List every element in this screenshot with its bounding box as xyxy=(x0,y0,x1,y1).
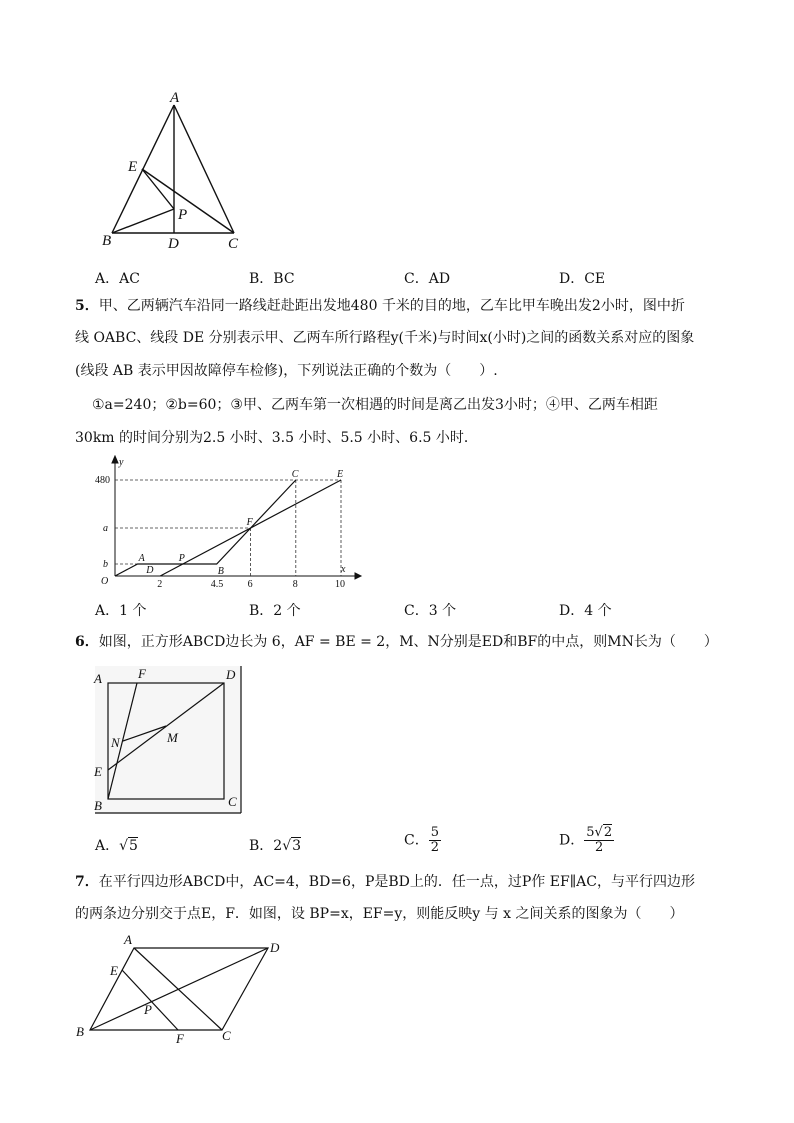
q5-line1: 5．甲、乙两辆汽车沿同一路线赶赴距出发地480 千米的目的地，乙车比甲车晚出发2小时，图中折 xyxy=(75,298,685,314)
q7-label-C: C xyxy=(222,1028,231,1043)
q6-number: 6． xyxy=(75,634,99,650)
q7-number: 7． xyxy=(75,874,99,890)
q6-option-d-fraction: $\frac{5√2}{2}$ xyxy=(586,825,613,855)
q6-label-D: D xyxy=(226,667,236,682)
x-tick-4.5: 4.5 xyxy=(210,579,224,590)
q7-label-A: A xyxy=(124,932,132,947)
x-tick-6: 6 xyxy=(247,579,253,590)
q7-label-B: B xyxy=(76,1024,84,1039)
q6-option-b-radicand: 3 xyxy=(292,838,302,854)
point-label-E: E xyxy=(337,469,344,480)
q6-label-M: M xyxy=(167,730,178,745)
q5-line5: 30km 的时间分别为2.5 小时、3.5 小时、5.5 小时、6.5 小时． xyxy=(75,430,478,446)
label-D: D xyxy=(168,236,179,252)
q5-option-b[interactable]: B．2 个 xyxy=(249,603,301,619)
label-C: C xyxy=(228,236,239,252)
x-tick-2: 2 xyxy=(157,579,163,590)
point-label-C: C xyxy=(291,469,299,480)
q5-option-d[interactable]: D．4 个 xyxy=(559,603,612,619)
point-label-A: A xyxy=(138,553,145,564)
q7-line2: 的两条边分别交于点E，F．如图，设 BP=x，EF=y，则能反映y 与 x 之间关系的图象为（ ） xyxy=(75,906,684,922)
q4-option-a[interactable]: A．AC xyxy=(95,271,140,287)
point-label-B: B xyxy=(217,566,224,577)
q6-label-A: A xyxy=(94,671,102,686)
q4-option-b[interactable]: B．BC xyxy=(249,271,295,287)
x-tick-10: 10 xyxy=(335,579,345,590)
q4-option-c[interactable]: C．AD xyxy=(404,271,451,287)
q6-label-N: N xyxy=(111,735,120,750)
label-E: E xyxy=(128,159,138,175)
origin-label: O xyxy=(101,576,109,587)
q6-label-C: C xyxy=(228,794,237,809)
q6-line1: 6．如图，正方形ABCD边长为 6，AF = BE = 2，M、N分别是ED和BF的中点，则MN长为（ ） xyxy=(75,634,718,650)
q6-label-F: F xyxy=(138,666,146,681)
x-axis-label: x xyxy=(341,564,346,575)
label-A: A xyxy=(170,90,180,106)
q6-option-a-radicand: 5 xyxy=(129,838,138,854)
q7-line1: 7．在平行四边形ABCD中，AC=4，BD=6，P是BD上的．任一点，过P作 EF∥AC，与平行四边形 xyxy=(75,874,695,890)
q5-option-c[interactable]: C．3 个 xyxy=(404,603,457,619)
q6-option-a[interactable]: A．√5 xyxy=(95,838,138,854)
q5-graph xyxy=(95,455,365,590)
q4-option-d[interactable]: D．CE xyxy=(559,271,606,287)
q7-label-F: F xyxy=(176,1031,184,1046)
q7-label-E: E xyxy=(110,963,118,978)
y-tick-b: b xyxy=(103,559,108,570)
point-label-P: P xyxy=(178,553,185,564)
q5-number: 5． xyxy=(75,298,99,314)
q6-option-b[interactable]: B．2√3 xyxy=(249,838,302,854)
y-axis-label: y xyxy=(119,457,124,468)
q5-option-a[interactable]: A．1 个 xyxy=(95,603,147,619)
q5-line4: ①a=240；②b=60；③甲、乙两车第一次相遇的时间是离乙出发3小时；④甲、乙两车相距 xyxy=(92,397,658,413)
q6-square-figure xyxy=(90,663,245,818)
q7-parallelogram-figure xyxy=(70,930,290,1050)
q5-line2: 线 OABC、线段 DE 分别表示甲、乙两车所行路程y(千米)与时间x(小时)之间的函数关系对应的图象 xyxy=(75,330,695,346)
q6-option-d[interactable]: D． $\frac{5√2}{2}$ xyxy=(559,825,613,855)
q4-triangle-figure xyxy=(100,85,260,255)
x-tick-8: 8 xyxy=(292,579,298,590)
q7-label-D: D xyxy=(270,940,280,955)
q6-option-b-coef: 2 xyxy=(273,838,283,854)
y-axis-arrow xyxy=(112,456,118,463)
q5-line3: (线段 AB 表示甲因故障停车检修)，下列说法正确的个数为（ ）. xyxy=(75,363,498,379)
q6-option-c-fraction: $\frac{5}{2}$ xyxy=(430,825,439,855)
label-B: B xyxy=(102,233,112,249)
point-label-D: D xyxy=(146,565,154,576)
q6-label-B: B xyxy=(94,798,102,813)
q7-label-P: P xyxy=(144,1002,152,1017)
label-P: P xyxy=(178,207,188,223)
y-tick-480: 480 xyxy=(95,475,110,486)
x-axis-arrow xyxy=(355,573,361,579)
point-label-F: F xyxy=(246,517,253,528)
q6-option-c[interactable]: C． $\frac{5}{2}$ xyxy=(404,825,439,855)
y-tick-a: a xyxy=(103,523,108,534)
q6-label-E: E xyxy=(94,764,102,779)
